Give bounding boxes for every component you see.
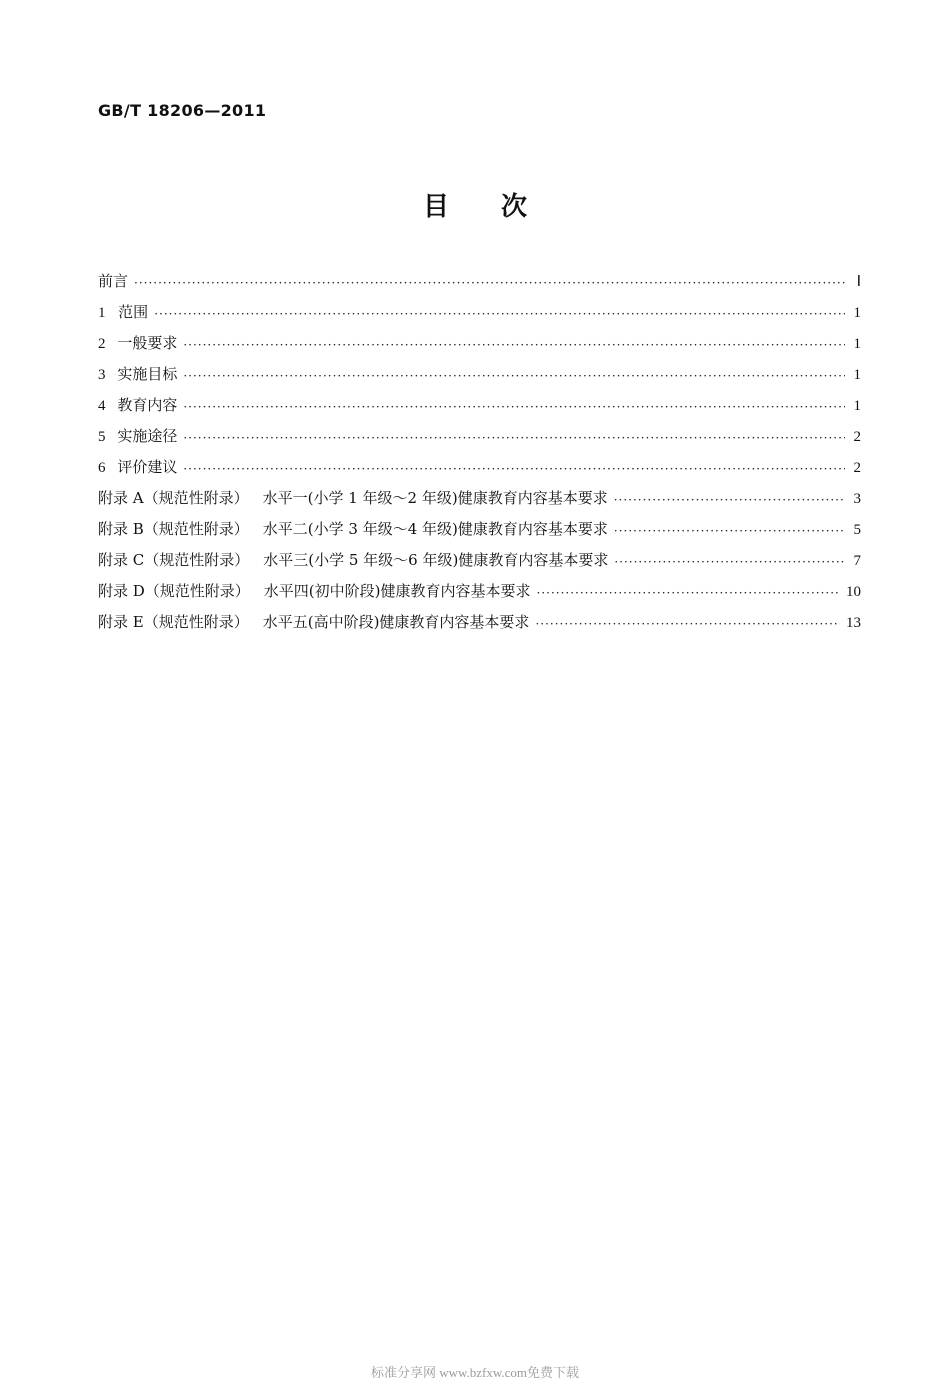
toc-entry-1[interactable] [98, 301, 861, 332]
toc-appendix-tag: 附录 B（规范性附录） [98, 520, 249, 538]
toc-entry-appendix-c[interactable] [98, 549, 861, 580]
toc-entry-appendix-d[interactable] [98, 580, 861, 611]
toc-entry-number: 1 [98, 305, 106, 321]
toc-leader-dots [183, 366, 845, 381]
toc-appendix-tag: 附录 E（规范性附录） [98, 613, 249, 631]
toc-entry-page: 10 [846, 584, 861, 600]
toc-entry-page: Ⅰ [856, 274, 861, 290]
toc-leader-dots [134, 273, 845, 288]
toc-entry-label: 教育内容 [117, 396, 178, 414]
standard-code: GB/T 18206—2011 [98, 101, 267, 120]
toc-entry-page: 1 [853, 398, 861, 414]
toc-entry-foreword[interactable] [98, 270, 861, 301]
toc-entry-appendix-a[interactable] [98, 487, 861, 518]
toc-leader-dots [535, 614, 840, 629]
toc-entry-label: 实施途径 [117, 427, 178, 445]
toc-entry-page: 1 [853, 367, 861, 383]
toc-entry-appendix-b[interactable] [98, 518, 861, 549]
page-title-char-1: 目 [422, 192, 449, 222]
toc-entry-5[interactable] [98, 425, 861, 456]
toc-entry-number: 6 [98, 460, 106, 476]
toc-leader-dots [183, 397, 845, 412]
toc-entry-label: 实施目标 [117, 365, 178, 383]
toc-leader-dots [183, 335, 845, 350]
page-title-char-2: 次 [501, 192, 528, 222]
toc-entry-label: 水平三(小学 5 年级～6 年级)健康教育内容基本要求 [263, 551, 609, 569]
toc-entry-page: 3 [853, 491, 861, 507]
toc-entry-label: 水平五(高中阶段)健康教育内容基本要求 [262, 613, 530, 631]
toc-entry-label: 范围 [118, 303, 149, 321]
toc-entry-label: 评价建议 [117, 458, 178, 476]
toc-entry-page: 2 [853, 460, 861, 476]
toc-entry-6[interactable] [98, 456, 861, 487]
toc-entry-3[interactable] [98, 363, 861, 394]
toc-leader-dots [614, 521, 845, 536]
toc-entry-label: 水平一(小学 1 年级～2 年级)健康教育内容基本要求 [262, 489, 608, 507]
toc-entry-page: 2 [853, 429, 861, 445]
toc-leader-dots [614, 490, 845, 505]
toc-leader-dots [537, 583, 840, 598]
toc-leader-dots [614, 552, 845, 567]
table-of-contents [98, 270, 861, 642]
toc-entry-number: 4 [98, 398, 106, 414]
toc-entry-number: 3 [98, 367, 106, 383]
toc-appendix-tag: 附录 D（规范性附录） [98, 582, 250, 600]
toc-entry-number: 2 [98, 336, 106, 352]
toc-entry-appendix-e[interactable] [98, 611, 861, 642]
toc-entry-label: 前言 [98, 272, 129, 290]
toc-leader-dots [183, 428, 845, 443]
toc-entry-page: 1 [853, 305, 861, 321]
toc-entry-page: 5 [853, 522, 861, 538]
toc-entry-label: 水平二(小学 3 年级～4 年级)健康教育内容基本要求 [262, 520, 608, 538]
toc-entry-page: 13 [846, 615, 861, 631]
toc-appendix-tag: 附录 A（规范性附录） [98, 489, 249, 507]
toc-entry-page: 1 [853, 336, 861, 352]
toc-entry-2[interactable] [98, 332, 861, 363]
toc-leader-dots [183, 459, 845, 474]
toc-entry-label: 一般要求 [117, 334, 178, 352]
toc-entry-label: 水平四(初中阶段)健康教育内容基本要求 [263, 582, 531, 600]
toc-leader-dots [154, 304, 845, 319]
toc-appendix-tag: 附录 C（规范性附录） [98, 551, 250, 569]
toc-entry-4[interactable] [98, 394, 861, 425]
footer-watermark: 标准分享网 www.bzfxw.com免费下载 [370, 1365, 580, 1380]
toc-entry-page: 7 [853, 553, 861, 569]
page-title [0, 186, 950, 223]
toc-entry-number: 5 [98, 429, 106, 445]
